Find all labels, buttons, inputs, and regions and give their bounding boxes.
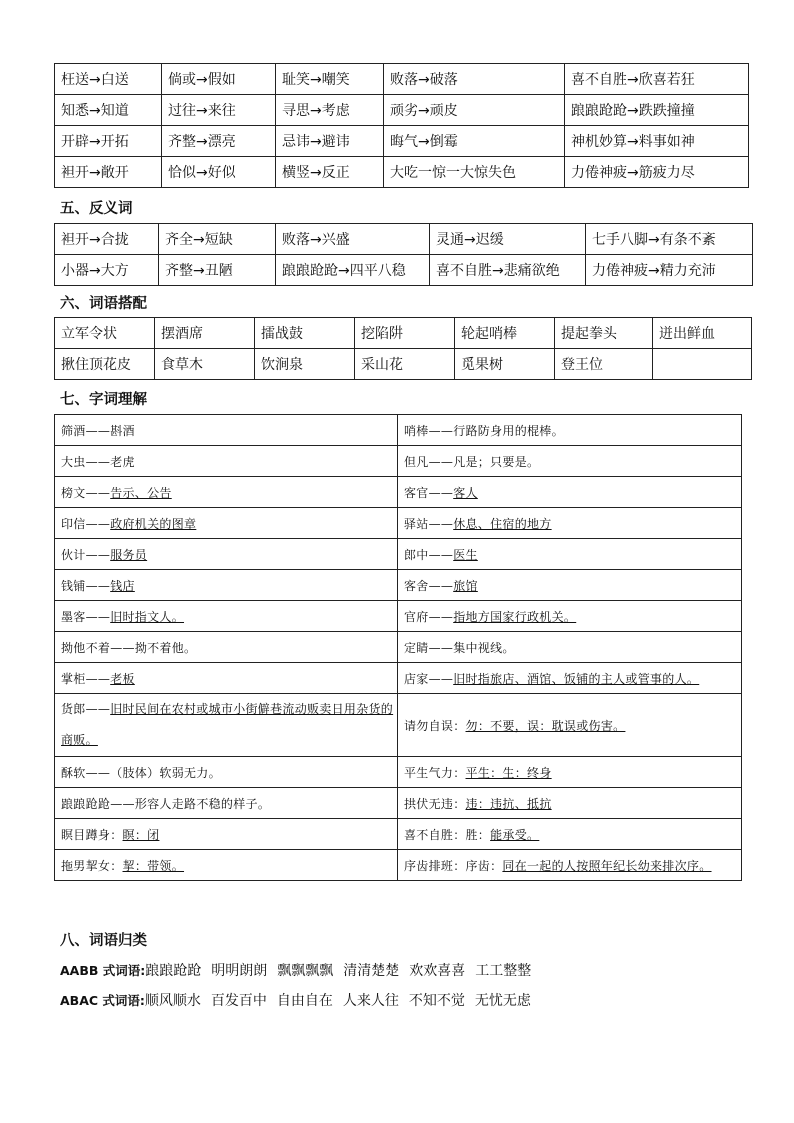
collocation-cell: 提起拳头 (555, 318, 653, 349)
term-label: 掌柜—— (61, 671, 111, 686)
collocation-table (54, 317, 752, 380)
understanding-cell (55, 415, 398, 446)
understanding-cell (398, 788, 742, 819)
synonym-cell: 齐整→漂亮 (162, 126, 276, 157)
term-label: 货郎—— (61, 702, 111, 716)
understanding-row (55, 570, 742, 601)
collocation-cell: 登王位 (555, 349, 653, 380)
synonym-cell: 恰似→好似 (162, 157, 276, 188)
synonym-cell: 知悉→知道 (55, 95, 162, 126)
collocation-cell: 迸出鲜血 (653, 318, 752, 349)
antonym-table-body (55, 224, 753, 286)
collocation-row (55, 318, 752, 349)
collocation-cell: 觅果树 (455, 349, 555, 380)
understanding-cell (55, 539, 398, 570)
term-definition: 旧时民间在农村或城市小街僻巷流动贩卖日用杂货的商贩。 (61, 702, 394, 747)
term-definition: 能承受。 (490, 827, 540, 842)
synonym-cell: 大吃一惊一大惊失色 (384, 157, 565, 188)
synonym-row (55, 64, 749, 95)
term-definition: 休息、住宿的地方 (453, 516, 552, 531)
classified-word: 飘飘飘飘 (277, 963, 334, 979)
understanding-cell (398, 415, 742, 446)
term-label: 拱伏无违： (404, 796, 466, 811)
term-definition: 违：违抗、抵抗 (465, 796, 552, 811)
term-definition: 拗不着他。 (134, 640, 197, 655)
understanding-cell (398, 757, 742, 788)
abac-line (60, 990, 541, 1010)
synonym-cell: 踉踉跄跄→跌跌撞撞 (565, 95, 749, 126)
antonym-cell: 齐整→丑陋 (159, 255, 276, 286)
understanding-cell (398, 601, 742, 632)
term-definition: 挈：带领。 (122, 858, 185, 873)
understanding-row (55, 632, 742, 663)
term-definition: 同在一起的人按照年纪长幼来排次序。 (502, 858, 712, 873)
term-label: 酥软—— (61, 765, 111, 780)
synonym-table (54, 63, 749, 188)
understanding-row (55, 415, 742, 446)
term-label: 伙计—— (61, 547, 111, 562)
understanding-cell (398, 819, 742, 850)
term-label: 定睛—— (404, 640, 454, 655)
understanding-cell (55, 788, 398, 819)
collocation-cell: 擂战鼓 (255, 318, 355, 349)
collocation-section-title: 六、词语搭配 (60, 296, 147, 312)
aabb-word-list (145, 963, 541, 979)
term-label: 瞑目蹲身： (61, 827, 123, 842)
antonym-row (55, 224, 753, 255)
synonym-cell: 倘或→假如 (162, 64, 276, 95)
classified-word: 工工整整 (475, 963, 532, 979)
collocation-cell: 揪住顶花皮 (55, 349, 155, 380)
classified-word: 人来人往 (342, 993, 399, 1009)
term-label: 客官—— (404, 485, 454, 500)
antonym-row (55, 255, 753, 286)
synonym-cell: 忌讳→避讳 (276, 126, 384, 157)
understanding-cell (398, 508, 742, 539)
term-definition: 旅馆 (453, 578, 478, 593)
synonym-cell: 晦气→倒霉 (384, 126, 565, 157)
understanding-cell (398, 694, 742, 757)
term-definition: 旧时指旅店、酒馆、饭铺的主人或管事的人。 (453, 671, 700, 686)
understanding-row (55, 788, 742, 819)
understanding-cell (55, 477, 398, 508)
term-definition: 服务员 (110, 547, 148, 562)
term-definition: 医生 (453, 547, 478, 562)
understanding-cell (398, 539, 742, 570)
understanding-cell (398, 632, 742, 663)
understanding-row (55, 446, 742, 477)
term-definition: 行路防身用的棍棒。 (453, 423, 564, 438)
term-label: 哨棒—— (404, 423, 454, 438)
collocation-table-body (55, 318, 752, 380)
classified-word: 欢欢喜喜 (409, 963, 466, 979)
synonym-table-body (55, 64, 749, 188)
classified-word: 踉踉跄跄 (145, 963, 202, 979)
abac-label: ABAC 式词语: (60, 993, 145, 1008)
understanding-row (55, 508, 742, 539)
collocation-cell: 摆酒席 (155, 318, 255, 349)
collocation-row (55, 349, 752, 380)
term-label: 筛酒—— (61, 423, 111, 438)
term-label: 踉踉跄跄—— (61, 796, 135, 811)
understanding-cell (398, 850, 742, 881)
classification-section-title: 八、词语归类 (60, 933, 147, 949)
understanding-cell (398, 570, 742, 601)
synonym-cell: 神机妙算→料事如神 (565, 126, 749, 157)
term-definition: 指地方国家行政机关。 (453, 609, 577, 624)
synonym-cell: 耻笑→嘲笑 (276, 64, 384, 95)
synonym-cell: 开辟→开拓 (55, 126, 162, 157)
collocation-cell: 饮涧泉 (255, 349, 355, 380)
term-definition: 客人 (453, 485, 478, 500)
term-label: 印信—— (61, 516, 111, 531)
term-label: 拗他不着—— (61, 640, 135, 655)
term-label: 官府—— (404, 609, 454, 624)
classified-word: 无忧无虑 (474, 993, 531, 1009)
understanding-cell (398, 477, 742, 508)
term-label: 请勿自误： (404, 718, 466, 733)
collocation-cell: 立军令状 (55, 318, 155, 349)
synonym-cell: 喜不自胜→欣喜若狂 (565, 64, 749, 95)
synonym-cell: 枉送→白送 (55, 64, 162, 95)
synonym-cell: 袒开→敞开 (55, 157, 162, 188)
synonym-row (55, 157, 749, 188)
understanding-table-body (55, 415, 742, 881)
abac-word-list (145, 993, 541, 1009)
term-definition: 钱店 (110, 578, 135, 593)
understanding-cell (55, 570, 398, 601)
term-definition: 瞑：闭 (122, 827, 160, 842)
term-label: 拖男挈女： (61, 858, 123, 873)
term-label: 客舍—— (404, 578, 454, 593)
collocation-cell: 食草木 (155, 349, 255, 380)
classified-word: 百发百中 (210, 993, 267, 1009)
understanding-row (55, 819, 742, 850)
understanding-cell (55, 663, 398, 694)
antonym-cell: 七手八脚→有条不紊 (586, 224, 753, 255)
antonym-cell: 灵通→迟缓 (430, 224, 586, 255)
antonym-table (54, 223, 753, 286)
term-label: 榜文—— (61, 485, 111, 500)
term-definition: 集中视线。 (453, 640, 515, 655)
synonym-cell: 顽劣→顽皮 (384, 95, 565, 126)
term-label: 钱铺—— (61, 578, 111, 593)
term-label: 墨客—— (61, 609, 111, 624)
understanding-section-title: 七、字词理解 (60, 392, 147, 408)
term-definition: 勿：不要，误：耽误或伤害。 (465, 718, 626, 733)
classified-word: 不知不觉 (408, 993, 465, 1009)
aabb-label: AABB 式词语: (60, 963, 146, 978)
term-definition: 形容人走路不稳的样子。 (134, 796, 271, 811)
synonym-cell: 寻思→考虑 (276, 95, 384, 126)
synonym-row (55, 95, 749, 126)
term-definition: 政府机关的图章 (110, 516, 197, 531)
understanding-cell (55, 850, 398, 881)
collocation-cell: 挖陷阱 (355, 318, 455, 349)
term-label: 喜不自胜：胜： (404, 827, 491, 842)
understanding-row (55, 663, 742, 694)
term-label: 但凡—— (404, 454, 454, 469)
synonym-cell: 过往→来往 (162, 95, 276, 126)
antonym-cell: 小器→大方 (55, 255, 159, 286)
term-definition: 斟酒 (110, 423, 135, 438)
understanding-cell (55, 757, 398, 788)
antonym-cell: 齐全→短缺 (159, 224, 276, 255)
term-label: 店家—— (404, 671, 454, 686)
antonym-section-title: 五、反义词 (60, 201, 133, 217)
term-label: 驿站—— (404, 516, 454, 531)
collocation-cell (653, 349, 752, 380)
term-definition: （肢体）软弱无力。 (110, 765, 221, 780)
term-label: 郎中—— (404, 547, 454, 562)
antonym-cell: 力倦神疲→精力充沛 (586, 255, 753, 286)
synonym-row (55, 126, 749, 157)
term-label: 平生气力： (404, 765, 466, 780)
understanding-cell (55, 819, 398, 850)
term-definition: 告示、公告 (110, 485, 172, 500)
understanding-cell (398, 663, 742, 694)
term-label: 序齿排班：序齿： (404, 858, 503, 873)
synonym-cell: 横竖→反正 (276, 157, 384, 188)
synonym-cell: 力倦神疲→筋疲力尽 (565, 157, 749, 188)
understanding-row (55, 850, 742, 881)
understanding-cell (55, 601, 398, 632)
understanding-row (55, 757, 742, 788)
understanding-row (55, 694, 742, 757)
term-definition: 平生：生：终身 (465, 765, 552, 780)
antonym-cell: 败落→兴盛 (276, 224, 430, 255)
term-definition: 老虎 (110, 454, 135, 469)
antonym-cell: 袒开→合拢 (55, 224, 159, 255)
understanding-row (55, 601, 742, 632)
term-definition: 老板 (110, 671, 135, 686)
understanding-cell (55, 694, 398, 757)
understanding-cell (55, 632, 398, 663)
classified-word: 自由自在 (276, 993, 333, 1009)
term-definition: 旧时指文人。 (110, 609, 185, 624)
antonym-cell: 踉踉跄跄→四平八稳 (276, 255, 430, 286)
term-definition: 凡是；只要是。 (453, 454, 540, 469)
understanding-table (54, 414, 742, 881)
collocation-cell: 采山花 (355, 349, 455, 380)
understanding-cell (55, 446, 398, 477)
understanding-cell (55, 508, 398, 539)
synonym-cell: 败落→破落 (384, 64, 565, 95)
antonym-cell: 喜不自胜→悲痛欲绝 (430, 255, 586, 286)
classified-word: 明明朗朗 (211, 963, 268, 979)
understanding-cell (398, 446, 742, 477)
classified-word: 清清楚楚 (343, 963, 400, 979)
understanding-row (55, 477, 742, 508)
aabb-line (60, 960, 541, 980)
understanding-row (55, 539, 742, 570)
classified-word: 顺风顺水 (144, 993, 201, 1009)
collocation-cell: 轮起哨棒 (455, 318, 555, 349)
term-label: 大虫—— (61, 454, 111, 469)
